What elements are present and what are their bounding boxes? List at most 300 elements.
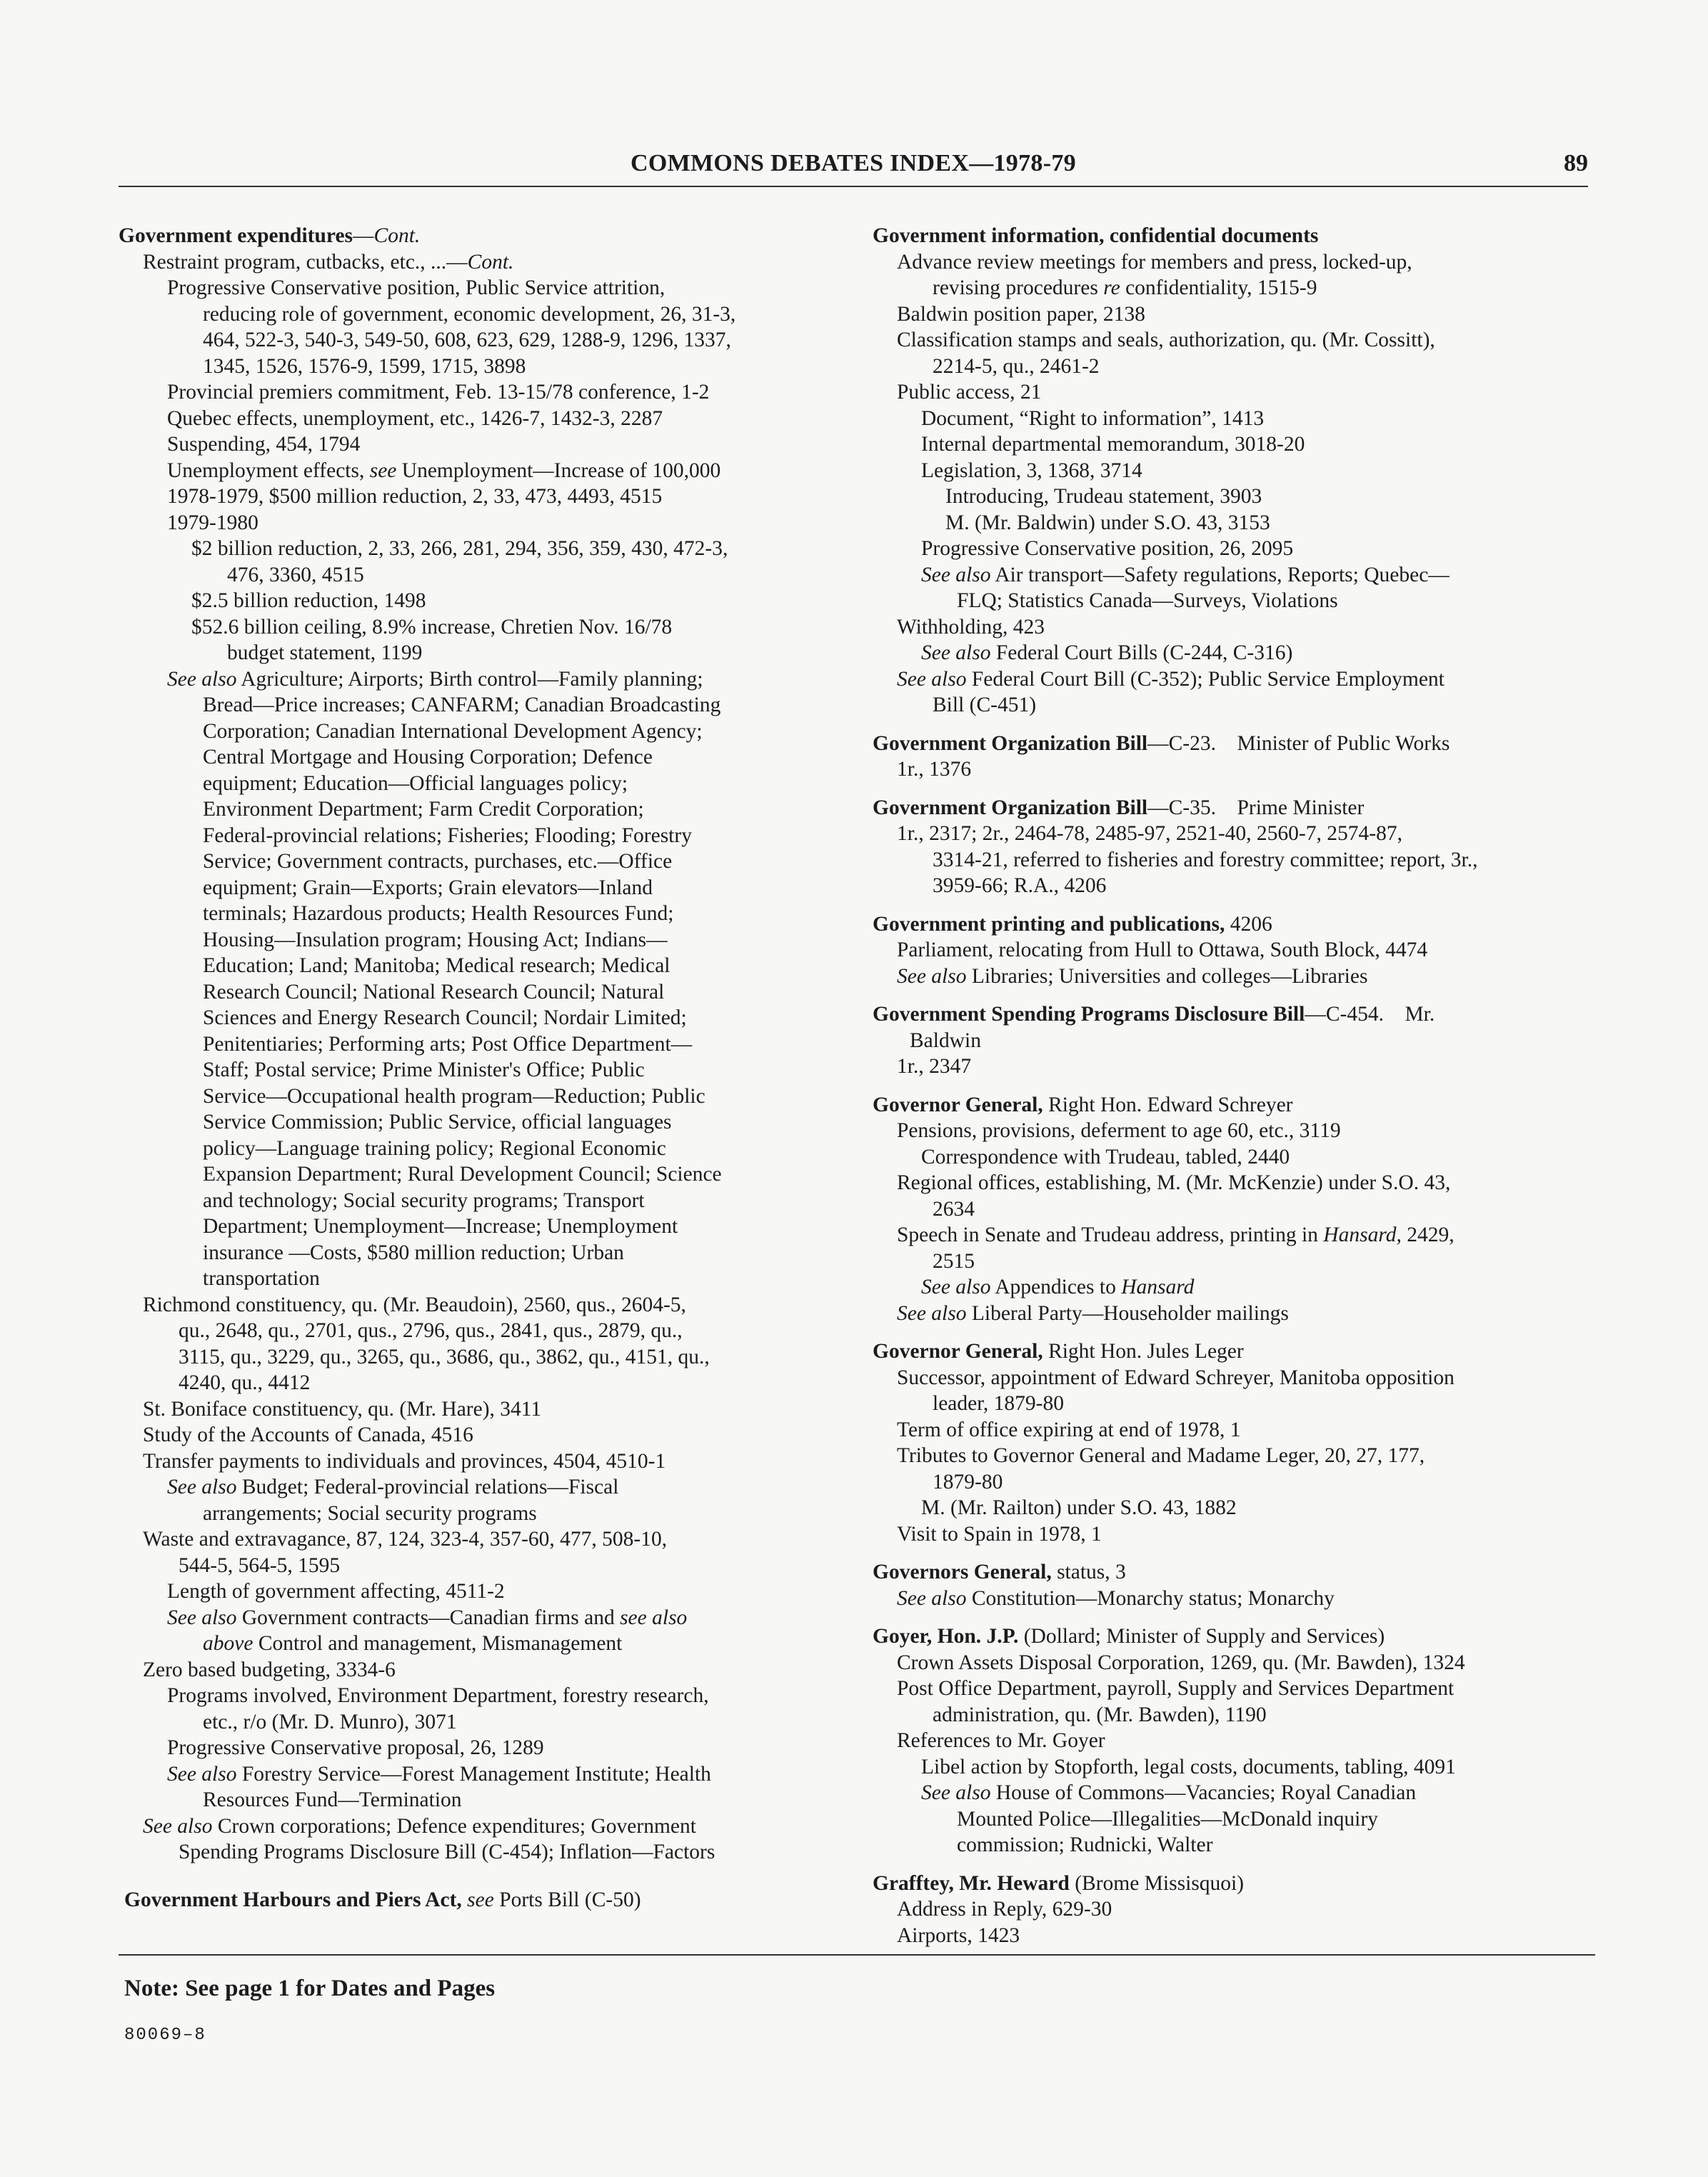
- index-heading-line: [873, 1001, 1595, 1028]
- index-entry-line: [119, 275, 840, 301]
- entry-text: Libraries; Universities and colleges—Libraries: [966, 964, 1368, 988]
- entry-text: Study of the Accounts of Canada, 4516: [143, 1423, 473, 1446]
- entry-text: Constitution—Monarchy status; Monarchy: [966, 1586, 1335, 1610]
- index-entry-line: [119, 1084, 840, 1110]
- index-entry-line: [873, 1780, 1595, 1806]
- entry-heading: Government printing and publications,: [873, 912, 1225, 936]
- index-entry-line: [119, 431, 840, 458]
- index-entry-line: [119, 1761, 840, 1788]
- entry-text: Government contracts—Canadian firms and: [236, 1606, 621, 1629]
- entry-text: Unemployment effects,: [167, 459, 370, 482]
- entry-text: 464, 522-3, 540-3, 549-50, 608, 623, 629, 1288-9, 1296, 1337,: [203, 329, 731, 351]
- index-entry-line: [119, 1787, 840, 1813]
- entry-text: 2429,: [1401, 1223, 1455, 1246]
- entry-text: Spending Programs Disclosure Bill (C-454); Inflation—Factors: [179, 1841, 715, 1863]
- entry-heading: Goyer, Hon. J.P.: [873, 1625, 1019, 1648]
- entry-italic-text: See also: [921, 1781, 991, 1804]
- index-entry-line: [873, 1521, 1595, 1548]
- entry-text: 1978-1979, $500 million reduction, 2, 33, 473, 4493, 4515: [167, 485, 663, 508]
- entry-italic-text: See also: [167, 1762, 237, 1786]
- entry-text: Address in Reply, 629-30: [897, 1898, 1112, 1921]
- index-entry-line: [873, 640, 1595, 666]
- index-entry-line: [873, 1365, 1595, 1391]
- entry-italic-text: See also: [167, 667, 237, 691]
- index-entry-line: [119, 354, 840, 380]
- entry-text: Budget; Federal-provincial relations—Fiscal: [236, 1476, 619, 1498]
- entry-text: Service; Government contracts, purchases, etc.—Office: [203, 850, 673, 873]
- entry-spacer: [873, 899, 1595, 911]
- index-entry-line: [119, 1422, 840, 1448]
- entry-italic-text: Hansard,: [1323, 1223, 1402, 1246]
- entry-text: 2515: [933, 1249, 975, 1273]
- index-entry-line: [119, 536, 840, 562]
- entry-text: Liberal Party—Householder mailings: [966, 1301, 1289, 1325]
- entry-text: Public access, 21: [897, 381, 1042, 404]
- entry-text: (Brome Missisquoi): [1069, 1871, 1245, 1895]
- entry-text: Control and management, Mismanagement: [253, 1632, 623, 1655]
- entry-text: Transfer payments to individuals and provinces, 4504, 4510-1: [143, 1449, 666, 1473]
- entry-text: Post Office Department, payroll, Supply and Services Department: [897, 1677, 1455, 1700]
- index-entry-line: [873, 1896, 1595, 1923]
- entry-italic-text: see: [467, 1888, 494, 1911]
- entry-spacer: [873, 719, 1595, 731]
- index-heading-line: [873, 1338, 1595, 1365]
- index-entry-line: [873, 1676, 1595, 1702]
- entry-italic-text: see also: [620, 1606, 688, 1629]
- entry-text: administration, qu. (Mr. Bawden), 1190: [933, 1703, 1267, 1726]
- index-entry-line: [119, 1213, 840, 1240]
- entry-text: Internal departmental memorandum, 3018-20: [921, 433, 1305, 456]
- index-entry-line: [873, 1650, 1595, 1676]
- index-entry-line: [873, 588, 1595, 614]
- entry-text: Resources Fund—Termination: [203, 1788, 462, 1811]
- page-number: 89: [1564, 150, 1588, 176]
- index-entry-line: [873, 1222, 1595, 1248]
- entry-spacer: [119, 1866, 840, 1887]
- entry-text: policy—Language training policy; Regional Economic: [203, 1136, 666, 1160]
- entry-text: and technology; Social security programs; Transport: [203, 1188, 645, 1212]
- index-entry-line: [873, 1702, 1595, 1728]
- entry-heading: Government Spending Programs Disclosure Bill: [873, 1003, 1305, 1026]
- index-entry-line: [873, 1495, 1595, 1521]
- entry-text: revising procedures: [933, 276, 1104, 299]
- index-entry-line: [873, 562, 1595, 589]
- entry-text: Waste and extravagance, 87, 124, 323-4, 357-60, 477, 508-10,: [143, 1528, 668, 1551]
- index-entry-line: [119, 1266, 840, 1292]
- entry-heading: Government Organization Bill: [873, 796, 1148, 819]
- entry-text: Research Council; National Research Council; Natural: [203, 980, 665, 1004]
- entry-text: Airports, 1423: [897, 1923, 1020, 1947]
- index-entry-line: [119, 1031, 840, 1058]
- entry-spacer: [873, 989, 1595, 1001]
- entry-italic-text: re: [1103, 276, 1120, 299]
- entry-text: commission; Rudnicki, Walter: [957, 1833, 1213, 1856]
- entry-text: 3314-21, referred to fisheries and forestry committee; report, 3r.,: [933, 848, 1478, 871]
- index-entry-line: [873, 666, 1595, 693]
- index-entry-line: [873, 1806, 1595, 1833]
- index-entry-line: [119, 692, 840, 719]
- entry-text: Tributes to Governor General and Madame Leger, 20, 27, 177,: [897, 1444, 1425, 1467]
- entry-text: Penitentiaries; Performing arts; Post Office Department—: [203, 1032, 693, 1056]
- index-entry-line: [119, 1631, 840, 1657]
- index-entry-line: [873, 1118, 1595, 1144]
- index-entry-line: [119, 744, 840, 771]
- entry-text: Federal Court Bill (C-352); Public Service Employment: [966, 667, 1445, 691]
- index-entry-line: [119, 510, 840, 536]
- index-entry-line: [119, 249, 840, 276]
- entry-italic-text: See also: [921, 563, 991, 586]
- entry-italic-text: See also: [921, 1276, 991, 1298]
- index-entry-line: [873, 484, 1595, 510]
- index-entry-line: [119, 1605, 840, 1631]
- entry-text: Baldwin: [910, 1029, 981, 1052]
- entry-text: Pensions, provisions, deferment to age 60, etc., 3119: [897, 1119, 1341, 1142]
- index-heading-line: [873, 911, 1595, 938]
- entry-text: —C-454. Mr.: [1305, 1003, 1435, 1026]
- index-entry-line: [119, 1240, 840, 1266]
- entry-text: Progressive Conservative proposal, 26, 1289: [167, 1736, 544, 1759]
- index-entry-line: [119, 1448, 840, 1475]
- index-entry-line: [119, 1370, 840, 1396]
- index-entry-line: [873, 536, 1595, 562]
- index-entry-line: [873, 756, 1595, 783]
- entry-text: Parliament, relocating from Hull to Ottawa, South Block, 4474: [897, 939, 1428, 961]
- entry-text: Mounted Police—Illegalities—McDonald inquiry: [957, 1807, 1378, 1831]
- footer-code: 80069–8: [124, 2026, 206, 2045]
- entry-text: St. Boniface constituency, qu. (Mr. Hare), 3411: [143, 1397, 542, 1421]
- entry-text: Term of office expiring at end of 1978, 1: [897, 1418, 1241, 1441]
- entry-text: 2634: [933, 1197, 975, 1221]
- entry-text: 1879-80: [933, 1470, 1003, 1493]
- index-heading-line: [873, 223, 1595, 249]
- index-entry-line: [119, 849, 840, 875]
- index-entry-line: [119, 1526, 840, 1553]
- entry-heading: Government Organization Bill: [873, 731, 1148, 755]
- entry-text: Restraint program, cutbacks, etc., ...—: [143, 250, 468, 274]
- index-entry-line: [873, 431, 1595, 458]
- entry-text: insurance —Costs, $580 million reduction; Urban: [203, 1241, 624, 1264]
- entry-text: Withholding, 423: [897, 615, 1045, 639]
- entry-text: Zero based budgeting, 3334-6: [143, 1658, 396, 1681]
- entry-text: Introducing, Trudeau statement, 3903: [945, 485, 1262, 508]
- entry-text: Crown Assets Disposal Corporation, 1269, qu. (Mr. Bawden), 1324: [897, 1651, 1465, 1674]
- entry-spacer: [873, 1080, 1595, 1092]
- index-entry-line: [119, 1188, 840, 1214]
- entry-spacer: [873, 1611, 1595, 1623]
- index-entry-line: [873, 692, 1595, 719]
- index-entry-line: [119, 875, 840, 901]
- page-header: [119, 150, 1588, 187]
- entry-text: confidentiality, 1515-9: [1120, 276, 1317, 299]
- index-entry-line: [119, 484, 840, 510]
- entry-italic-text: Cont.: [373, 224, 421, 247]
- index-entry-line: [873, 964, 1595, 990]
- entry-text: Federal-provincial relations; Fisheries; Flooding; Forestry: [203, 824, 692, 847]
- index-entry-line: [873, 1417, 1595, 1443]
- index-entry-line: [119, 588, 840, 614]
- entry-text: Central Mortgage and Housing Corporation; Defence: [203, 746, 653, 769]
- index-entry-line: [119, 1683, 840, 1709]
- entry-text: Unemployment—Increase of 100,000: [396, 459, 721, 482]
- index-entry-line: [119, 719, 840, 745]
- entry-text: Bread—Price increases; CANFARM; Canadian Broadcasting: [203, 694, 721, 716]
- entry-text: 1r., 1376: [897, 758, 972, 781]
- entry-italic-text: See also: [897, 964, 967, 988]
- entry-text: Libel action by Stopforth, legal costs, documents, tabling, 4091: [921, 1755, 1456, 1778]
- entry-text: 1r., 2317; 2r., 2464-78, 2485-97, 2521-40, 2560-7, 2574-87,: [897, 822, 1402, 845]
- entry-italic-text: See also: [167, 1476, 237, 1498]
- entry-text: 1345, 1526, 1576-9, 1599, 1715, 3898: [203, 354, 526, 378]
- entry-text: equipment; Education—Official languages policy;: [203, 771, 628, 795]
- index-entry-line: [873, 354, 1595, 380]
- entry-text: Education; Land; Manitoba; Medical research; Medical: [203, 954, 670, 977]
- index-entry-line: [119, 666, 840, 693]
- entry-text: Environment Department; Farm Credit Corporation;: [203, 798, 644, 821]
- entry-text: Right Hon. Edward Schreyer: [1043, 1093, 1293, 1116]
- index-entry-line: [119, 979, 840, 1006]
- entry-text: status, 3: [1051, 1561, 1126, 1583]
- index-entry-line: [119, 406, 840, 432]
- header-rule: [119, 186, 1588, 187]
- index-entry-line: [873, 873, 1595, 899]
- index-entry-line: [873, 1274, 1595, 1301]
- entry-text: transportation: [203, 1267, 320, 1290]
- index-heading-line: [873, 1092, 1595, 1118]
- index-entry-line: [119, 1057, 840, 1084]
- index-entry-line: [119, 1161, 840, 1188]
- left-column: [119, 223, 840, 1913]
- index-entry-line: [873, 1754, 1595, 1781]
- entry-text: Crown corporations; Defence expenditures; Government: [212, 1814, 696, 1838]
- index-entry-line: [873, 301, 1595, 328]
- entry-text: References to Mr. Goyer: [897, 1729, 1105, 1752]
- index-entry-line: [119, 927, 840, 954]
- entry-text: Programs involved, Environment Department, forestry research,: [167, 1684, 709, 1707]
- index-entry-line: [119, 1735, 840, 1761]
- index-entry-line: [873, 1832, 1595, 1858]
- index-heading-line: [873, 1623, 1595, 1650]
- entry-text: Federal Court Bills (C-244, C-316): [990, 641, 1293, 664]
- entry-text: Appendices to: [990, 1276, 1122, 1298]
- index-entry-line: [873, 249, 1595, 276]
- entry-text: 1r., 2347: [897, 1055, 972, 1078]
- entry-heading: Governor General,: [873, 1340, 1043, 1363]
- entry-text: etc., r/o (Mr. D. Munro), 3071: [203, 1710, 457, 1733]
- index-entry-line: [119, 1657, 840, 1683]
- entry-italic-text: see: [369, 459, 397, 482]
- entry-text: Forestry Service—Forest Management Institute; Health: [236, 1762, 711, 1786]
- entry-text: 476, 3360, 4515: [227, 563, 364, 586]
- entry-text: Housing—Insulation program; Housing Act; Indians—: [203, 928, 668, 951]
- entry-text: —C-23. Minister of Public Works: [1147, 731, 1450, 755]
- entry-text: M. (Mr. Railton) under S.O. 43, 1882: [921, 1496, 1237, 1519]
- entry-text: Speech in Senate and Trudeau address, printing in: [897, 1223, 1324, 1246]
- entry-italic-text: See also: [921, 641, 991, 664]
- index-heading-line: [873, 731, 1595, 757]
- index-entry-line: [119, 562, 840, 589]
- index-entry-line: [119, 901, 840, 927]
- index-entry-line: [873, 406, 1595, 432]
- entry-text: Visit to Spain in 1978, 1: [897, 1522, 1102, 1546]
- entry-text: Right Hon. Jules Leger: [1043, 1340, 1244, 1363]
- index-entry-line: [873, 821, 1595, 847]
- index-entry-line: [873, 1728, 1595, 1754]
- entry-text: —: [353, 224, 374, 247]
- entry-text: Baldwin position paper, 2138: [897, 302, 1145, 326]
- entry-text: Ports Bill (C-50): [493, 1888, 641, 1911]
- index-entry-line: [873, 1248, 1595, 1275]
- entry-italic-text: See also: [143, 1814, 213, 1838]
- index-entry-line: [873, 1923, 1595, 1949]
- entry-text: 1979-1980: [167, 511, 258, 534]
- index-heading-line: [119, 223, 840, 249]
- entry-text: equipment; Grain—Exports; Grain elevators—Inland: [203, 876, 653, 899]
- index-entry-line: [119, 1318, 840, 1344]
- footer-rule: [119, 1954, 1595, 1956]
- entry-text: 2214-5, qu., 2461-2: [933, 354, 1100, 378]
- index-entry-line: [119, 327, 840, 354]
- entry-text: arrangements; Social security programs: [203, 1501, 537, 1525]
- entry-text: Progressive Conservative position, 26, 2095: [921, 537, 1294, 560]
- entry-text: terminals; Hazardous products; Health Resources Fund;: [203, 902, 674, 925]
- entry-text: Service Commission; Public Service, official languages: [203, 1111, 672, 1133]
- entry-spacer: [873, 783, 1595, 795]
- index-entry-line: [873, 1443, 1595, 1469]
- entry-text: Regional offices, establishing, M. (Mr. McKenzie) under S.O. 43,: [897, 1171, 1451, 1194]
- index-entry-line: [873, 458, 1595, 484]
- index-entry-line: [119, 1839, 840, 1866]
- entry-italic-text: See also: [897, 1586, 967, 1610]
- entry-text: Advance review meetings for members and press, locked-up,: [897, 250, 1412, 274]
- entry-italic-text: See also: [897, 667, 967, 691]
- index-entry-line: [873, 510, 1595, 536]
- page-title: COMMONS DEBATES INDEX—1978-79: [631, 150, 1076, 176]
- index-entry-line: [119, 640, 840, 666]
- right-column: [873, 223, 1595, 1948]
- entry-italic-text: See also: [167, 1606, 237, 1629]
- index-entry-line: [873, 327, 1595, 354]
- entry-text: Department; Unemployment—Increase; Unemployment: [203, 1215, 678, 1238]
- index-entry-line: [119, 796, 840, 823]
- entry-text: Legislation, 3, 1368, 3714: [921, 459, 1142, 482]
- index-entry-line: [119, 1344, 840, 1371]
- entry-text: Sciences and Energy Research Council; Nordair Limited;: [203, 1006, 687, 1029]
- index-entry-line: [873, 847, 1595, 874]
- entry-italic-text: Hansard: [1121, 1276, 1195, 1298]
- entry-text: Progressive Conservative position, Public Service attrition,: [167, 276, 665, 299]
- index-entry-line: [873, 379, 1595, 406]
- entry-heading: Governor General,: [873, 1093, 1043, 1116]
- index-entry-line: [873, 614, 1595, 641]
- entry-text: leader, 1879-80: [933, 1392, 1064, 1415]
- index-entry-line: [873, 275, 1595, 301]
- entry-italic-text: Cont.: [467, 250, 514, 274]
- entry-text: qu., 2648, qu., 2701, qus., 2796, qus., 2841, qus., 2879, qu.,: [179, 1319, 683, 1342]
- entry-text: 3115, qu., 3229, qu., 3265, qu., 3686, qu., 3862, qu., 4151, qu.,: [179, 1345, 710, 1368]
- entry-text: budget statement, 1199: [227, 641, 423, 664]
- index-entry-line: [119, 1109, 840, 1136]
- index-entry-line: [873, 1144, 1595, 1171]
- entry-text: Classification stamps and seals, authorization, qu. (Mr. Cossitt),: [897, 329, 1435, 351]
- entry-text: Correspondence with Trudeau, tabled, 2440: [921, 1145, 1290, 1168]
- entry-text: Service—Occupational health program—Reduction; Public: [203, 1084, 705, 1108]
- entry-text: $2 billion reduction, 2, 33, 266, 281, 294, 356, 359, 430, 472-3,: [191, 537, 728, 560]
- entry-text: 4206: [1225, 912, 1272, 936]
- index-heading-line: [873, 1559, 1595, 1586]
- entry-text: 4240, qu., 4412: [179, 1371, 311, 1394]
- entry-text: FLQ; Statistics Canada—Surveys, Violations: [957, 589, 1338, 612]
- index-entry-line: [119, 301, 840, 328]
- entry-italic-text: See also: [897, 1301, 967, 1325]
- entry-text: Staff; Postal service; Prime Minister's Office; Public: [203, 1059, 645, 1081]
- index-entry-line: [119, 1474, 840, 1501]
- index-heading-line: [119, 1887, 840, 1913]
- index-heading-line: [873, 1871, 1595, 1897]
- index-entry-line: [119, 953, 840, 979]
- entry-text: (Dollard; Minister of Supply and Services): [1018, 1625, 1385, 1648]
- entry-italic-text: above: [203, 1632, 253, 1655]
- entry-text: reducing role of government, economic development, 26, 31-3,: [203, 302, 736, 326]
- index-entry-line: [119, 458, 840, 484]
- footer-note: Note: See page 1 for Dates and Pages: [124, 1976, 496, 2001]
- entry-text: Richmond constituency, qu. (Mr. Beaudoin), 2560, qus., 2604-5,: [143, 1293, 686, 1316]
- index-entry-line: [119, 1292, 840, 1318]
- entry-heading: Government information, confidential documents: [873, 224, 1319, 247]
- index-entry-line: [873, 1301, 1595, 1327]
- index-entry-line: [119, 614, 840, 641]
- entry-text: 3959-66; R.A., 4206: [933, 874, 1107, 897]
- entry-text: 544-5, 564-5, 1595: [179, 1553, 341, 1577]
- index-entry-line: [119, 1553, 840, 1579]
- entry-text: Successor, appointment of Edward Schreyer, Manitoba opposition: [897, 1366, 1455, 1389]
- entry-heading: Grafftey, Mr. Heward: [873, 1871, 1070, 1895]
- entry-heading: Government Harbours and Piers Act,: [124, 1888, 468, 1911]
- index-entry-line: [873, 1586, 1595, 1612]
- entry-text: Provincial premiers commitment, Feb. 13-15/78 conference, 1-2: [167, 381, 710, 404]
- entry-text: Length of government affecting, 4511-2: [167, 1580, 505, 1603]
- index-entry-line: [119, 771, 840, 797]
- index-entry-line: [873, 1391, 1595, 1417]
- entry-text: Expansion Department; Rural Development Council; Science: [203, 1163, 722, 1186]
- index-entry-line: [119, 1136, 840, 1162]
- entry-text: M. (Mr. Baldwin) under S.O. 43, 3153: [945, 511, 1270, 534]
- index-entry-line: [119, 1578, 840, 1605]
- entry-text: $2.5 billion reduction, 1498: [191, 589, 426, 612]
- index-entry-line: [873, 1196, 1595, 1223]
- entry-spacer: [873, 1326, 1595, 1338]
- index-entry-line: [119, 1396, 840, 1423]
- index-entry-line: [119, 823, 840, 849]
- index-entry-line: [119, 379, 840, 406]
- index-entry-line: [119, 1813, 840, 1840]
- entry-text: Air transport—Safety regulations, Reports; Quebec—: [990, 563, 1450, 586]
- entry-text: House of Commons—Vacancies; Royal Canadian: [990, 1781, 1417, 1804]
- index-entry-line: [119, 1005, 840, 1031]
- entry-heading: Government expenditures: [119, 224, 353, 247]
- entry-text: Agriculture; Airports; Birth control—Family planning;: [236, 667, 703, 691]
- entry-text: Quebec effects, unemployment, etc., 1426-7, 1432-3, 2287: [167, 406, 663, 430]
- entry-spacer: [873, 1547, 1595, 1559]
- entry-text: $52.6 billion ceiling, 8.9% increase, Chretien Nov. 16/78: [191, 615, 673, 639]
- index-entry-line: [119, 1501, 840, 1527]
- index-entry-line: [873, 937, 1595, 964]
- entry-spacer: [873, 1858, 1595, 1871]
- entry-text: Corporation; Canadian International Development Agency;: [203, 719, 703, 743]
- index-entry-line: [873, 1170, 1595, 1196]
- index-entry-line: [873, 1028, 1595, 1054]
- index-heading-line: [873, 795, 1595, 821]
- index-entry-line: [119, 1709, 840, 1736]
